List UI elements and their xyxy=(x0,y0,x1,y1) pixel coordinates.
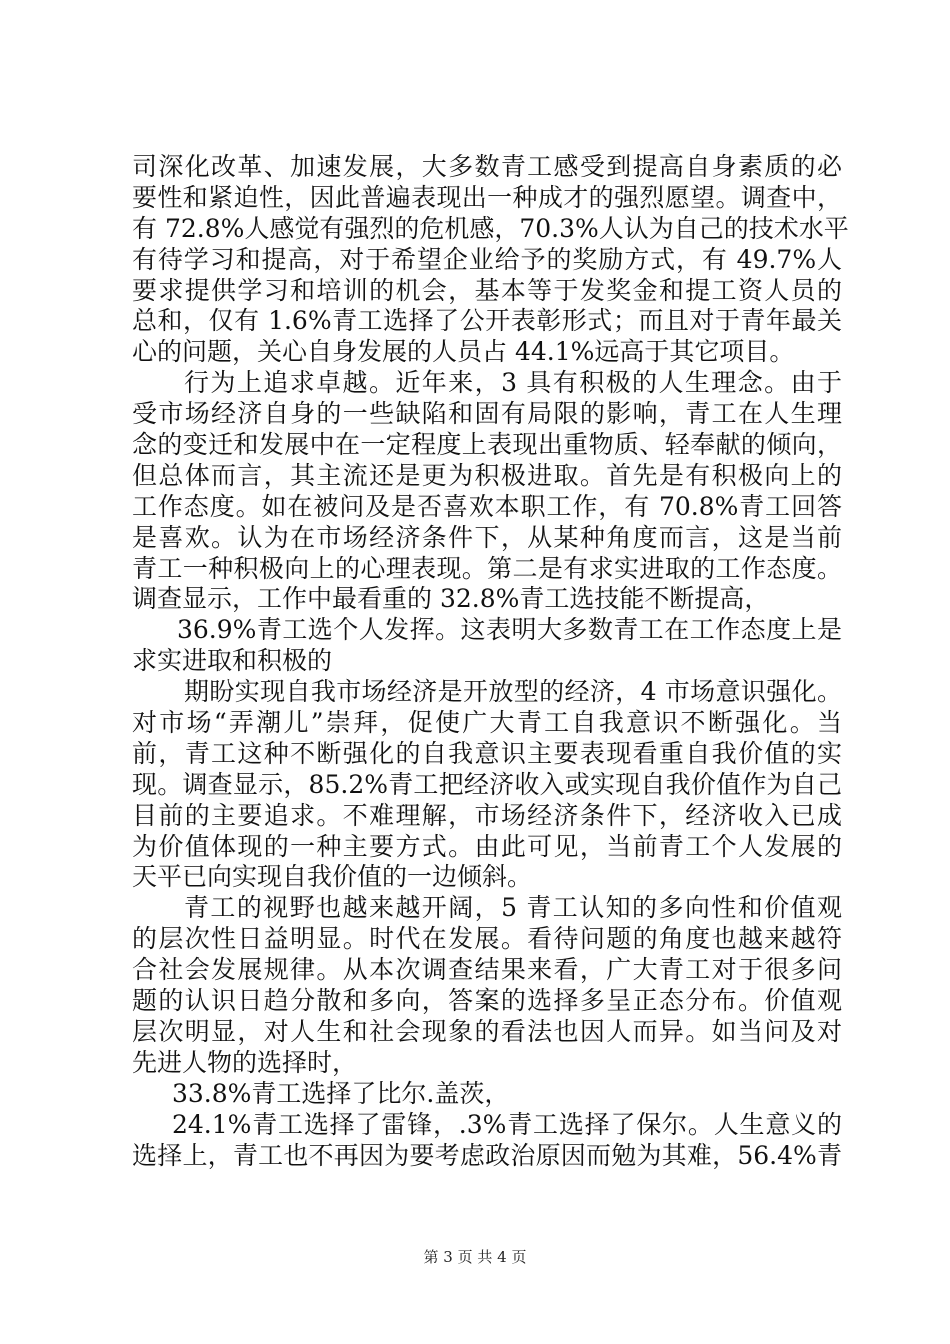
text-line: 是喜欢。认为在市场经济条件下，从某种角度而言，这是当前 xyxy=(132,522,842,552)
text-line: 有待学习和提高，对于希望企业给予的奖励方式，有 49.7%人 xyxy=(132,244,842,274)
text-line: 现。调查显示，85.2%青工把经济收入或实现自我价值作为自己 xyxy=(132,769,842,799)
text-line: 期盼实现自我市场经济是开放型的经济，4 市场意识强化。 xyxy=(184,677,842,707)
text-line: 目前的主要追求。不难理解，市场经济条件下，经济收入已成 xyxy=(132,800,842,830)
text-line: 总和，仅有 1.6%青工选择了公开表彰形式；而且对于青年最关 xyxy=(132,306,842,336)
body-text xyxy=(132,152,849,1171)
text-line: 先进人物的选择时， xyxy=(132,1047,358,1077)
text-line: 为价值体现的一种主要方式。由此可见，当前青工个人发展的 xyxy=(132,831,842,861)
text-line: 有 72.8%人感觉有强烈的危机感，70.3%人认为自己的技术水平 xyxy=(132,213,849,243)
text-line: 求实进取和积极的 xyxy=(132,646,333,676)
text-line: 要求提供学习和培训的机会，基本等于发奖金和提工资人员的 xyxy=(132,275,842,305)
text-line: 33.8%青工选择了比尔.盖茨， xyxy=(172,1078,510,1108)
text-line: 念的变迁和发展中在一定程度上表现出重物质、轻奉献的倾向， xyxy=(132,430,842,460)
text-line: 但总体而言，其主流还是更为积极进取。首先是有积极向上的 xyxy=(132,460,842,490)
text-line: 对市场“弄潮儿”崇拜，促使广大青工自我意识不断强化。当 xyxy=(132,708,842,738)
text-line: 行为上追求卓越。近年来，3 具有积极的人生理念。由于 xyxy=(184,368,842,398)
text-line: 选择上，青工也不再因为要考虑政治原因而勉为其难，56.4%青 xyxy=(132,1140,842,1170)
text-line: 司深化改革、加速发展，大多数青工感受到提高自身素质的必 xyxy=(132,152,842,181)
text-line: 要性和紧迫性，因此普遍表现出一种成才的强烈愿望。调查中， xyxy=(132,182,842,212)
text-line: 青工的视野也越来越开阔，5 青工认知的多向性和价值观 xyxy=(184,893,842,923)
text-line: 调查显示，工作中最看重的 32.8%青工选技能不断提高， xyxy=(132,584,770,614)
text-line: 工作态度。如在被问及是否喜欢本职工作，有 70.8%青工回答 xyxy=(132,491,842,521)
page-footer: 第 3 页 共 4 页 xyxy=(423,1248,527,1266)
text-line: 受市场经济自身的一些缺陷和固有局限的影响，青工在人生理 xyxy=(132,399,842,429)
text-line: 24.1%青工选择了雷锋，.3%青工选择了保尔。人生意义的 xyxy=(172,1109,842,1139)
text-line: 合社会发展规律。从本次调查结果来看，广大青工对于很多问 xyxy=(132,955,842,985)
text-line: 天平已向实现自我价值的一边倾斜。 xyxy=(132,862,533,892)
text-line: 36.9%青工选个人发挥。这表明大多数青工在工作态度上是 xyxy=(177,615,842,645)
text-line: 前，青工这种不断强化的自我意识主要表现看重自我价值的实 xyxy=(132,738,842,768)
text-line: 心的问题，关心自身发展的人员占 44.1%远高于其它项目。 xyxy=(132,337,795,367)
text-line: 层次明显，对人生和社会现象的看法也因人而异。如当问及对 xyxy=(132,1016,842,1046)
text-line: 题的认识日趋分散和多向，答案的选择多呈正态分布。价值观 xyxy=(132,986,842,1016)
text-line: 的层次性日益明显。时代在发展。看待问题的角度也越来越符 xyxy=(132,924,842,954)
text-line: 青工一种积极向上的心理表现。第二是有求实进取的工作态度。 xyxy=(132,553,842,583)
